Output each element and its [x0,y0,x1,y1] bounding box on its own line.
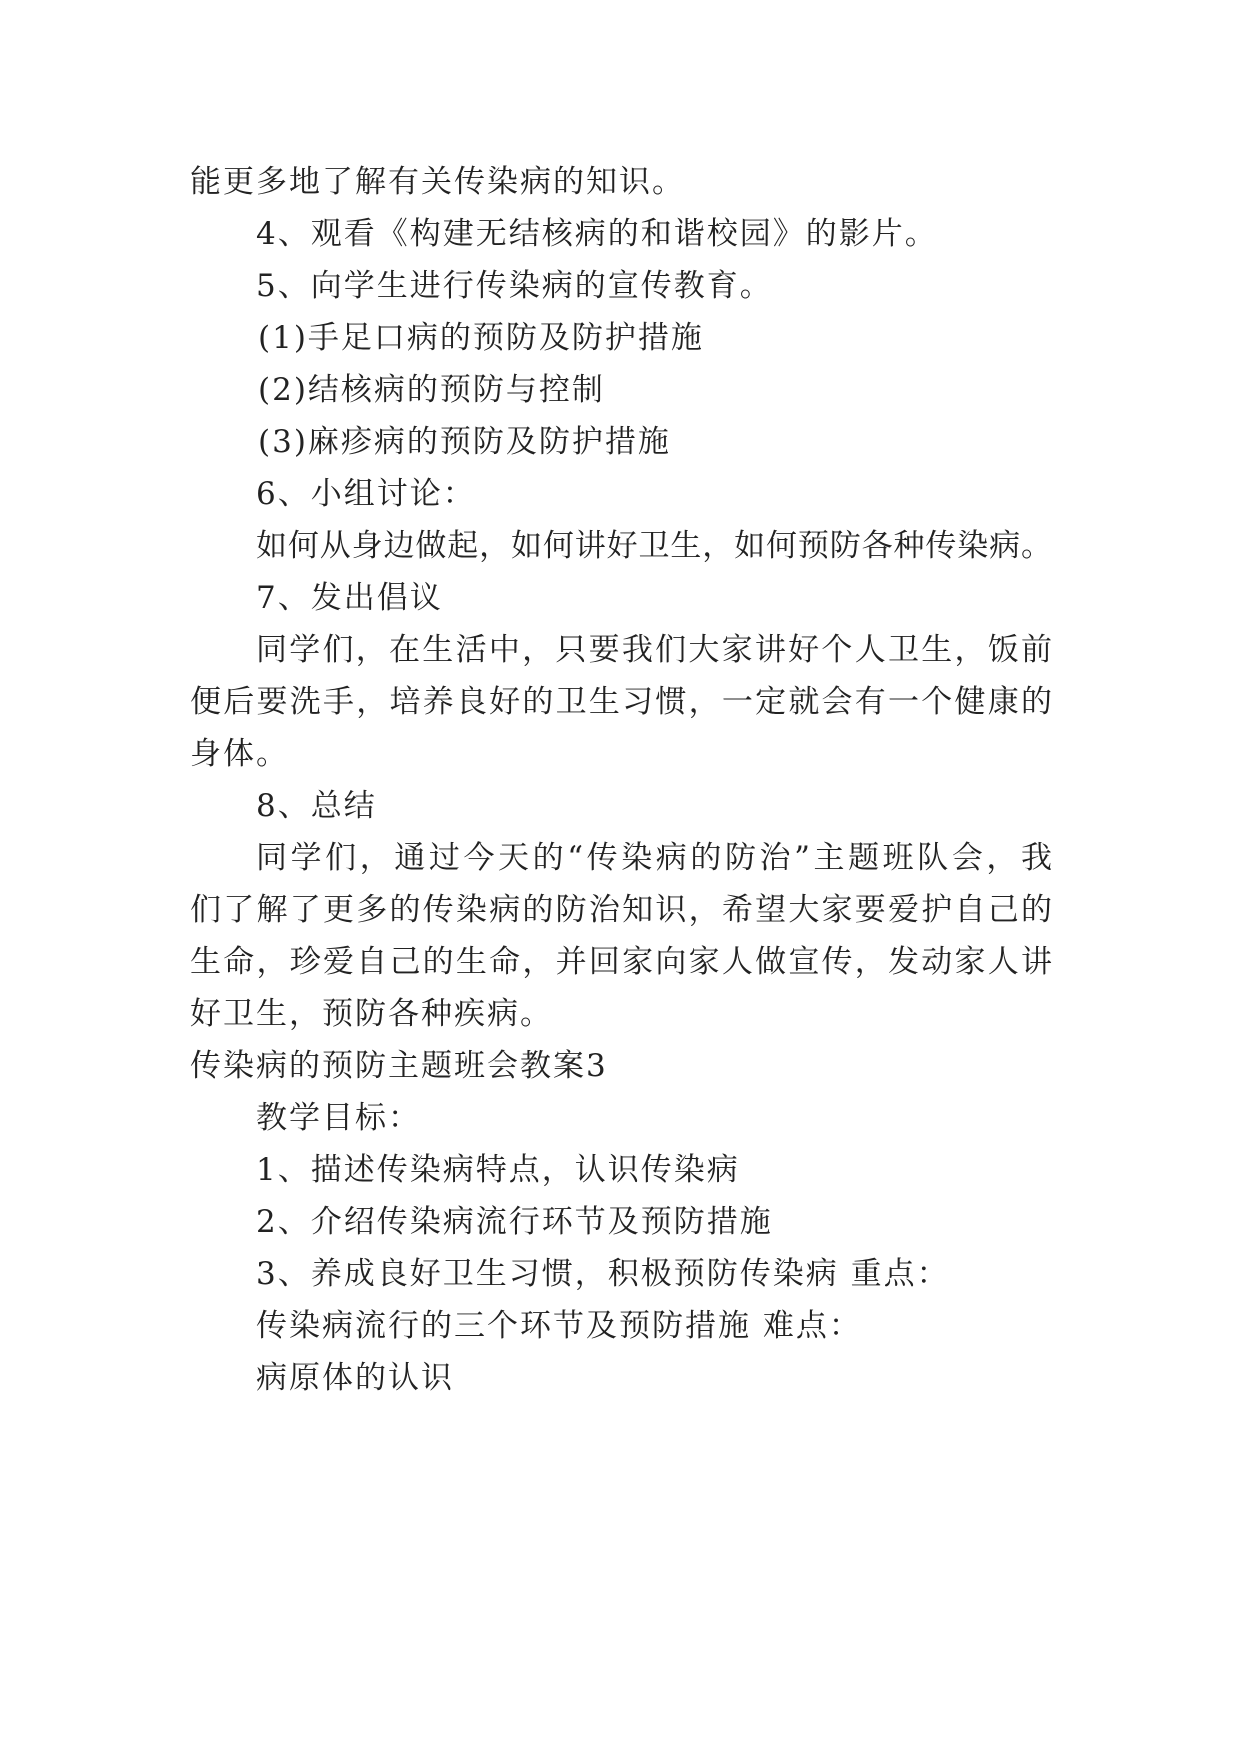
sub-item-2: (2)结核病的预防与控制 [258,372,605,408]
objective-2: 2、介绍传染病流行环节及预防措施 [256,1204,773,1240]
list-item-4: 4、观看《构建无结核病的和谐校园》的影片。 [256,216,938,252]
section-title: 传染病的预防主题班会教案3 [190,1048,608,1084]
paragraph-line: 便后要洗手，培养良好的卫生习惯，一定就会有一个健康的 [190,684,1052,720]
sub-item-3: (3)麻疹病的预防及防护措施 [258,424,671,460]
objective-3: 3、养成良好卫生习惯，积极预防传染病 重点： [256,1256,950,1292]
paragraph-line: 生命，珍爱自己的生命，并回家向家人做宣传，发动家人讲 [190,944,1052,980]
paragraph-line: 们了解了更多的传染病的防治知识，希望大家要爱护自己的 [190,892,1052,928]
list-item-7: 7、发出倡议 [256,580,443,616]
subheading: 教学目标： [256,1100,421,1136]
list-item-8: 8、总结 [256,788,377,824]
list-item-6: 6、小组讨论： [256,476,476,512]
paragraph-line: 身体。 [190,736,289,772]
objective-1: 1、描述传染病特点，认识传染病 [256,1152,740,1188]
list-item-5: 5、向学生进行传染病的宣传教育。 [256,268,773,304]
paragraph-line: 病原体的认识 [256,1360,454,1396]
paragraph-line: 如何从身边做起，如何讲好卫生，如何预防各种传染病。 [256,528,1052,564]
paragraph-line: 同学们，在生活中，只要我们大家讲好个人卫生，饭前 [256,632,1052,668]
paragraph-line: 好卫生，预防各种疾病。 [190,996,553,1032]
sub-item-1: (1)手足口病的预防及防护措施 [258,320,704,356]
paragraph-line: 传染病流行的三个环节及预防措施 难点： [256,1308,862,1344]
paragraph-line: 能更多地了解有关传染病的知识。 [190,164,685,200]
paragraph-line: 同学们，通过今天的“传染病的防治”主题班队会，我 [256,840,1052,876]
